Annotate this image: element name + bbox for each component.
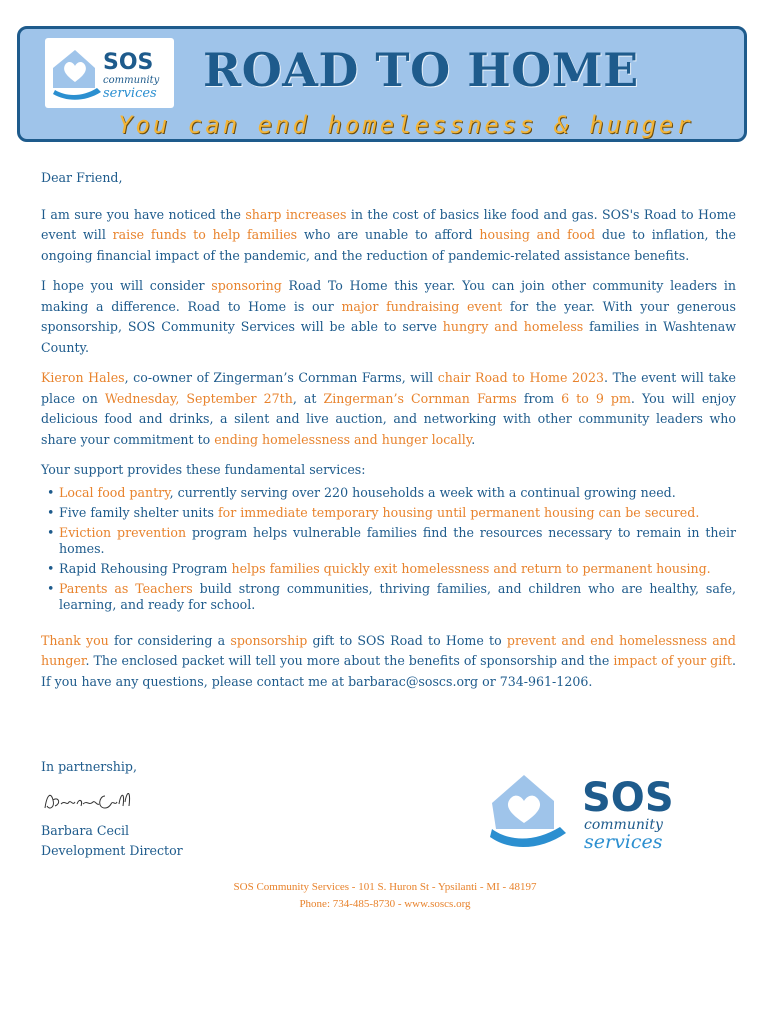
header-banner [17, 26, 747, 142]
letter-body [41, 168, 736, 702]
svg-text:community: community [584, 817, 663, 833]
services-intro: Your support provides these fundamental services: [41, 462, 366, 477]
svg-text:services: services [584, 831, 663, 853]
paragraph-1: I am sure you have noticed the sharp increases in the cost of basics like food and gas. SOS's Road to Home event will raise funds to help families who are unable to afford housing and food due to inflation, the ongoing financial impact of the pandemic, and the reduction of pandemic-related assistance benefits. [41, 206, 736, 263]
list-item: • Five family shelter units for immediate temporary housing until permanent housing can be secured. [59, 505, 736, 521]
signer-title: Development Director [41, 843, 183, 858]
list-item: • Eviction prevention program helps vulnerable families find the resources necessary to remain in their homes. [59, 525, 736, 557]
paragraph-2: I hope you will consider sponsoring Road To Home this year. You can join other community leaders in making a difference. Road to Home is our major fundraising event for the year. With your generous sponsorship, SOS Community Services will be able to serve hungry and homeless families in Washtenaw County. [41, 278, 736, 355]
signer-block [41, 821, 183, 861]
list-item: • Rapid Rehousing Program helps families quickly exit homelessness and return to permanent housing. [59, 561, 736, 577]
banner-title: ROAD TO HOME [203, 43, 639, 97]
services-list [41, 485, 736, 613]
greeting: Dear Friend, [41, 170, 123, 185]
paragraph-4: Thank you for considering a sponsorship gift to SOS Road to Home to prevent and end homelessness and hunger. The enclosed packet will tell you more about the benefits of sponsorship and the impact of your gift. If you have any questions, please contact me at barbarac@soscs.org or 734-961-1206. [41, 632, 736, 689]
footer-contact: Phone: 734-485-8730 - www.soscs.org [299, 898, 471, 910]
closing: In partnership, [41, 759, 137, 774]
footer [0, 879, 770, 913]
banner-tagline: You can end homelessness & hunger [118, 111, 694, 139]
sos-logo-small [45, 38, 174, 108]
house-heart-hand-icon [488, 771, 678, 856]
list-item: • Parents as Teachers build strong communities, thriving families, and children who are healthy, safe, learning, and ready for school. [59, 581, 736, 613]
paragraph-3: Kieron Hales, co-owner of Zingerman’s Cornman Farms, will chair Road to Home 2023. The event will take place on Wednesday, September 27th, at Zingerman’s Cornman Farms from 6 to 9 pm. You will enjoy delicious food and drinks, a silent and live auction, and networking with other community leaders who share your commitment to ending homelessness and hunger locally. [41, 370, 736, 447]
list-item: • Local food pantry, currently serving over 220 households a week with a continual growing need. [59, 485, 736, 501]
signer-name: Barbara Cecil [41, 823, 130, 838]
svg-text:services: services [103, 86, 157, 101]
signature [41, 786, 141, 820]
sos-logo-large [488, 771, 678, 860]
house-heart-hand-icon [45, 38, 174, 108]
footer-address: SOS Community Services - 101 S. Huron St - Ypsilanti - MI - 48197 [233, 881, 537, 893]
svg-text:SOS: SOS [103, 50, 154, 75]
svg-text:SOS: SOS [582, 775, 674, 821]
svg-text:community: community [103, 75, 160, 86]
